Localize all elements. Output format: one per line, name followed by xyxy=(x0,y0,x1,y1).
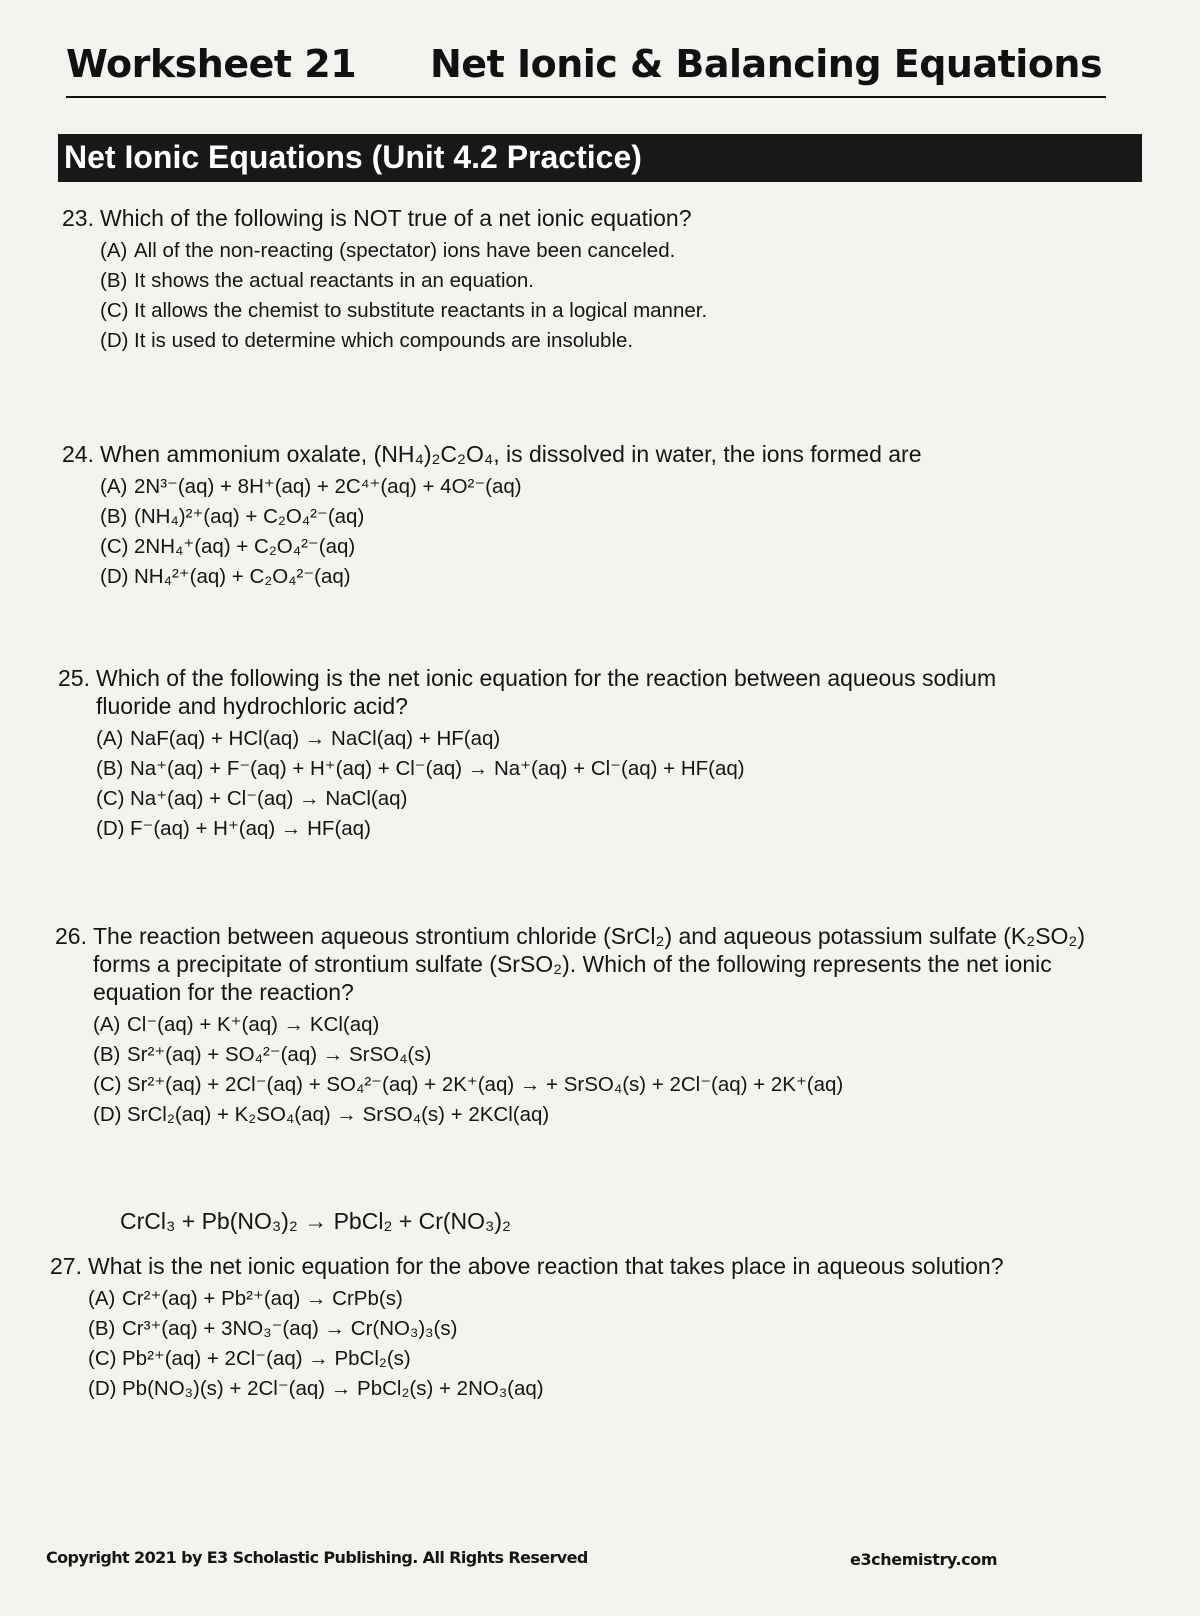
choice-letter: (D) xyxy=(88,1377,117,1400)
choice-letter: (C) xyxy=(100,535,129,558)
answer-choice[interactable] xyxy=(88,1344,1004,1374)
worksheet-label: Worksheet 21 xyxy=(66,42,357,86)
answer-choice[interactable] xyxy=(96,814,996,844)
choice-text: Cr³⁺(aq) + 3NO₃⁻(aq) → Cr(NO₃)₃(s) xyxy=(122,1317,458,1340)
worksheet-header xyxy=(66,38,1106,98)
question-stem xyxy=(58,664,996,720)
choice-letter: (A) xyxy=(96,727,124,750)
answer-choice[interactable] xyxy=(88,1314,1004,1344)
choice-text: Na⁺(aq) + F⁻(aq) + H⁺(aq) + Cl⁻(aq) → Na⁺(aq) + Cl⁻(aq) + HF(aq) xyxy=(130,757,745,780)
stem-line: equation for the reaction? xyxy=(93,979,354,1005)
choice-text: NaF(aq) + HCl(aq) → NaCl(aq) + HF(aq) xyxy=(130,727,501,750)
choice-text: F⁻(aq) + H⁺(aq) → HF(aq) xyxy=(130,817,371,840)
answer-choice[interactable] xyxy=(100,472,922,502)
choice-text: 2NH₄⁺(aq) + C₂O₄²⁻(aq) xyxy=(134,535,356,558)
question-number: 23. xyxy=(62,205,94,231)
choice-letter: (D) xyxy=(100,565,129,588)
choice-text: SrCl₂(aq) + K₂SO₄(aq) → SrSO₄(s) + 2KCl(aq) xyxy=(127,1103,550,1126)
question-number: 27. xyxy=(50,1253,82,1279)
stem-line: What is the net ionic equation for the above reaction that takes place in aqueous solution? xyxy=(88,1253,1004,1279)
answer-choice[interactable] xyxy=(100,296,707,326)
choice-text: Pb(NO₃)(s) + 2Cl⁻(aq) → PbCl₂(s) + 2NO₃(aq) xyxy=(122,1377,544,1400)
answer-choice[interactable] xyxy=(93,1070,1085,1100)
given-equation: CrCl₃ + Pb(NO₃)₂ → PbCl₂ + Cr(NO₃)₂ xyxy=(120,1208,511,1234)
answer-choice[interactable] xyxy=(93,1040,1085,1070)
choice-letter: (A) xyxy=(100,475,128,498)
choice-letter: (C) xyxy=(100,299,129,322)
choice-text: 2N³⁻(aq) + 8H⁺(aq) + 2C⁴⁺(aq) + 4O²⁻(aq) xyxy=(134,475,522,498)
answer-choices xyxy=(93,1010,1085,1130)
answer-choice[interactable] xyxy=(100,502,922,532)
answer-choice[interactable] xyxy=(100,266,707,296)
choice-letter: (B) xyxy=(88,1317,116,1340)
choice-text: Na⁺(aq) + Cl⁻(aq) → NaCl(aq) xyxy=(130,787,408,810)
question-number: 26. xyxy=(55,923,87,949)
answer-choice[interactable] xyxy=(96,724,996,754)
answer-choice[interactable] xyxy=(100,532,922,562)
choice-letter: (B) xyxy=(96,757,124,780)
choice-text: (NH₄)²⁺(aq) + C₂O₄²⁻(aq) xyxy=(134,505,365,528)
choice-text: Cl⁻(aq) + K⁺(aq) → KCl(aq) xyxy=(127,1013,380,1036)
answer-choices xyxy=(88,1284,1004,1404)
website-link[interactable]: e3chemistry.com xyxy=(850,1550,998,1569)
section-title: Net Ionic Equations (Unit 4.2 Practice) xyxy=(64,139,642,175)
choice-letter: (A) xyxy=(100,239,128,262)
answer-choice[interactable] xyxy=(96,754,996,784)
choice-letter: (D) xyxy=(100,329,129,352)
choice-text: Pb²⁺(aq) + 2Cl⁻(aq) → PbCl₂(s) xyxy=(122,1347,411,1370)
choice-text: Cr²⁺(aq) + Pb²⁺(aq) → CrPb(s) xyxy=(122,1287,403,1310)
answer-choice[interactable] xyxy=(100,562,922,592)
copyright-notice: Copyright 2021 by E3 Scholastic Publishing. All Rights Reserved xyxy=(46,1548,588,1567)
answer-choice[interactable] xyxy=(93,1100,1085,1130)
stem-line: The reaction between aqueous strontium chloride (SrCl₂) and aqueous potassium sulfate (K₂SO₂) xyxy=(93,923,1086,949)
section-banner xyxy=(58,134,1142,182)
choice-letter: (B) xyxy=(93,1043,121,1066)
choice-text: It is used to determine which compounds are insoluble. xyxy=(134,329,634,352)
question-number: 25. xyxy=(58,665,90,691)
stem-line: Which of the following is the net ionic equation for the reaction between aqueous sodium xyxy=(96,665,997,691)
answer-choices xyxy=(96,724,996,844)
choice-letter: (A) xyxy=(88,1287,116,1310)
question-23 xyxy=(62,204,707,356)
stem-line: fluoride and hydrochloric acid? xyxy=(96,693,408,719)
question-26 xyxy=(55,922,1085,1130)
answer-choice[interactable] xyxy=(96,784,996,814)
choice-text: All of the non-reacting (spectator) ions have been canceled. xyxy=(134,239,676,262)
answer-choices xyxy=(100,236,707,356)
choice-letter: (D) xyxy=(93,1103,122,1126)
answer-choice[interactable] xyxy=(88,1284,1004,1314)
answer-choices xyxy=(100,472,922,592)
choice-letter: (C) xyxy=(93,1073,122,1096)
worksheet-title: Net Ionic & Balancing Equations xyxy=(430,42,1103,86)
answer-choice[interactable] xyxy=(93,1010,1085,1040)
choice-letter: (C) xyxy=(88,1347,117,1370)
question-stem xyxy=(62,440,922,468)
choice-text: Sr²⁺(aq) + 2Cl⁻(aq) + SO₄²⁻(aq) + 2K⁺(aq) → + SrSO₄(s) + 2Cl⁻(aq) + 2K⁺(aq) xyxy=(127,1073,844,1096)
choice-letter: (C) xyxy=(96,787,125,810)
question-stem xyxy=(55,922,1085,1006)
choice-letter: (D) xyxy=(96,817,125,840)
choice-letter: (B) xyxy=(100,505,128,528)
answer-choice[interactable] xyxy=(100,236,707,266)
choice-text: Sr²⁺(aq) + SO₄²⁻(aq) → SrSO₄(s) xyxy=(127,1043,432,1066)
answer-choice[interactable] xyxy=(100,326,707,356)
question-stem xyxy=(50,1252,1004,1280)
question-number: 24. xyxy=(62,441,94,467)
question-stem xyxy=(62,204,707,232)
choice-text: NH₄²⁺(aq) + C₂O₄²⁻(aq) xyxy=(134,565,351,588)
stem-line: Which of the following is NOT true of a net ionic equation? xyxy=(100,205,692,231)
question-27 xyxy=(50,1252,1004,1404)
choice-text: It shows the actual reactants in an equation. xyxy=(134,269,535,292)
question-25 xyxy=(58,664,996,844)
stem-line: forms a precipitate of strontium sulfate (SrSO₂). Which of the following represents the net ionic xyxy=(93,951,1052,977)
choice-text: It allows the chemist to substitute reactants in a logical manner. xyxy=(134,299,708,322)
stem-line: When ammonium oxalate, (NH₄)₂C₂O₄, is dissolved in water, the ions formed are xyxy=(100,441,922,467)
choice-letter: (A) xyxy=(93,1013,121,1036)
answer-choice[interactable] xyxy=(88,1374,1004,1404)
choice-letter: (B) xyxy=(100,269,128,292)
question-24 xyxy=(62,440,922,592)
